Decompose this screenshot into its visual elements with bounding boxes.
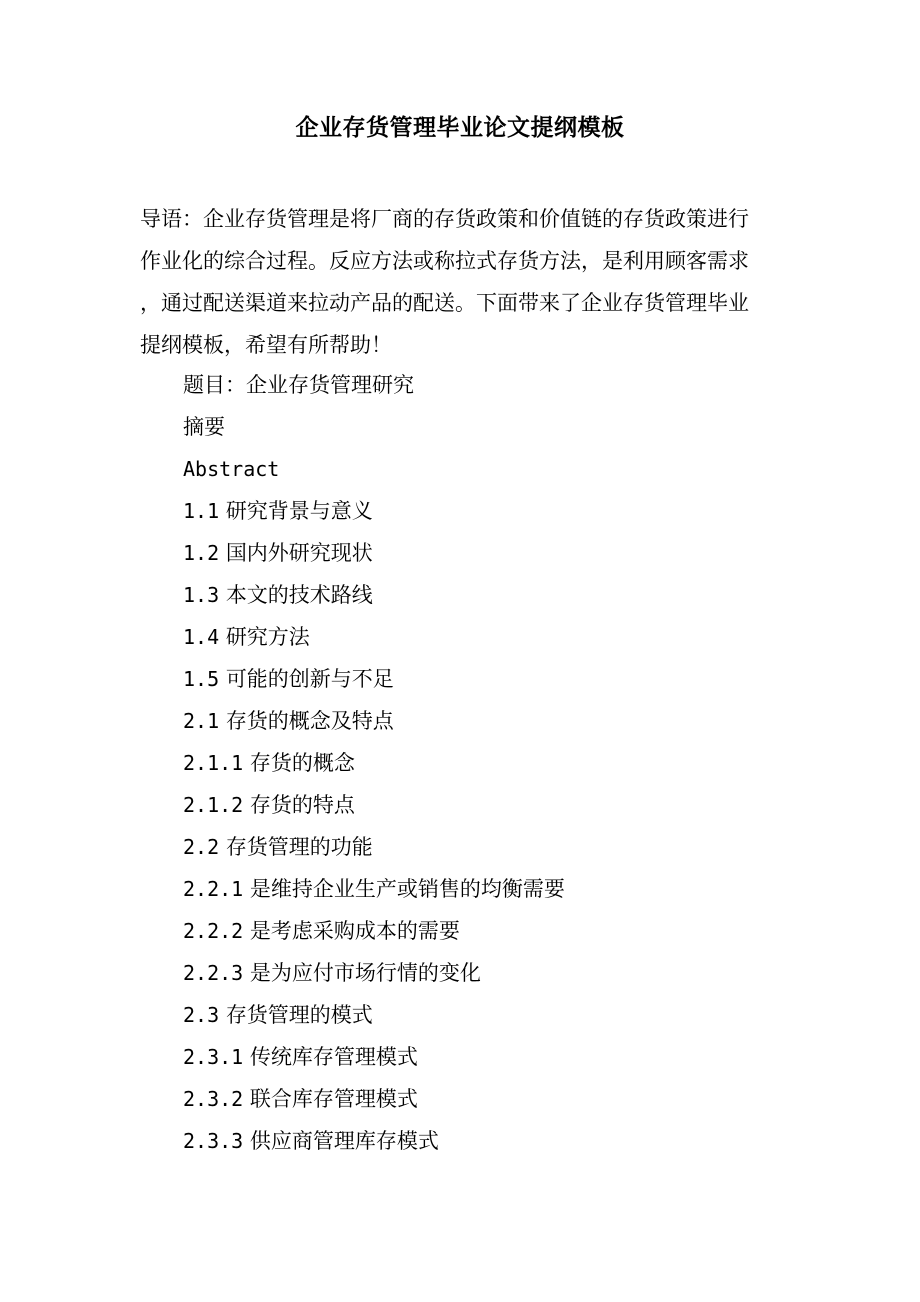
outline-text: 是维持企业生产或销售的均衡需要: [249, 877, 565, 901]
outline-number: 2.2.2: [183, 919, 244, 943]
outline-text: 供应商管理库存模式: [249, 1129, 439, 1153]
abstract-en-heading: Abstract: [183, 457, 280, 481]
outline-text: 研究背景与意义: [225, 499, 373, 523]
outline-number: 2.3.1: [183, 1045, 244, 1069]
outline-text: 存货的概念: [249, 751, 355, 775]
outline-item: [183, 784, 803, 826]
outline-item: [183, 1120, 803, 1162]
outline-item: [183, 994, 803, 1036]
outline-item: [183, 1078, 803, 1120]
outline-list: [183, 364, 803, 1162]
intro-paragraph: [140, 198, 780, 366]
outline-item: [183, 868, 803, 910]
outline-text: 研究方法: [225, 625, 310, 649]
outline-item: [183, 616, 803, 658]
outline-number: 1.2: [183, 541, 220, 565]
outline-number: 2.3.2: [183, 1087, 244, 1111]
outline-number: 2.3.3: [183, 1129, 244, 1153]
outline-number: 2.2: [183, 835, 220, 859]
outline-item: [183, 910, 803, 952]
outline-number: 2.1.1: [183, 751, 244, 775]
outline-text: 存货的概念及特点: [225, 709, 394, 733]
outline-text: 存货管理的模式: [225, 1003, 373, 1027]
intro-line: ，通过配送渠道来拉动产品的配送。下面带来了企业存货管理毕业: [140, 291, 749, 315]
outline-text: 本文的技术路线: [225, 583, 373, 607]
outline-number: 1.5: [183, 667, 220, 691]
outline-text: 存货管理的功能: [225, 835, 373, 859]
intro-line: 导语：企业存货管理是将厂商的存货政策和价值链的存货政策进行: [140, 207, 749, 231]
outline-number: 2.1.2: [183, 793, 244, 817]
outline-number: 2.3: [183, 1003, 220, 1027]
outline-item: [183, 574, 803, 616]
intro-line: 提纲模板，希望有所帮助！: [140, 333, 392, 357]
abstract-cn-heading: 摘要: [183, 415, 225, 439]
outline-number: 1.4: [183, 625, 220, 649]
outline-item: [183, 532, 803, 574]
outline-item: [183, 1036, 803, 1078]
outline-text: 传统库存管理模式: [249, 1045, 418, 1069]
outline-text: 是考虑采购成本的需要: [249, 919, 460, 943]
outline-number: 2.1: [183, 709, 220, 733]
outline-text: 可能的创新与不足: [225, 667, 394, 691]
outline-number: 2.2.1: [183, 877, 244, 901]
topic-line: 题目：企业存货管理研究: [183, 373, 414, 397]
outline-number: 2.2.3: [183, 961, 244, 985]
outline-text: 联合库存管理模式: [249, 1087, 418, 1111]
outline-item: [183, 658, 803, 700]
outline-text: 存货的特点: [249, 793, 355, 817]
outline-item: [183, 490, 803, 532]
outline-number: 1.3: [183, 583, 220, 607]
outline-item: [183, 742, 803, 784]
outline-text: 是为应付市场行情的变化: [249, 961, 481, 985]
outline-text: 国内外研究现状: [225, 541, 373, 565]
outline-item: [183, 826, 803, 868]
outline-number: 1.1: [183, 499, 220, 523]
document-title: 企业存货管理毕业论文提纲模板: [295, 114, 625, 141]
outline-item: [183, 952, 803, 994]
intro-line: 作业化的综合过程。反应方法或称拉式存货方法，是利用顾客需求: [140, 249, 749, 273]
outline-item: [183, 700, 803, 742]
